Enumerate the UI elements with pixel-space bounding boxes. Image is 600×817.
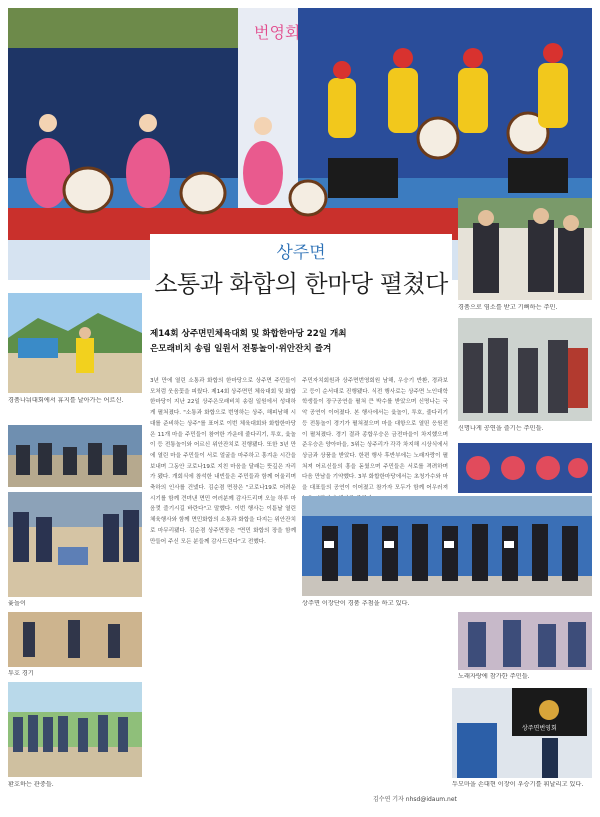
subheading-1: 제14회 상주면민체육대회 및 화합한마당 22일 개최	[150, 329, 347, 339]
caption-stage-people: 상주면 이장단이 경품 추첨을 하고 있다.	[302, 600, 410, 607]
caption-award: 경품으로 염소를 받고 기뻐하는 주민.	[458, 304, 558, 311]
yut-photo	[8, 492, 142, 597]
article-kicker: 상주면	[276, 243, 326, 263]
caption-karaoke: 노래자랑에 참가한 주민들.	[458, 673, 530, 680]
tuho-photo	[8, 612, 142, 667]
flag-dance-photo	[8, 293, 142, 393]
performers-photo	[458, 318, 592, 421]
banner-text: 번영회	[254, 23, 301, 42]
tug-photo	[8, 682, 142, 777]
karaoke-photo	[458, 612, 592, 670]
caption-performers: 신명나게 공연을 즐기는 주민들.	[458, 425, 544, 432]
caption-flag-winner: 두모마을 손대현 이장이 우승기를 휘날리고 있다.	[452, 781, 584, 788]
subheading-2: 은모래비치 송림 일원서 전통놀이·위안잔치 즐겨	[150, 344, 332, 354]
flag-text: 상주면번영회	[522, 725, 557, 732]
article-body-left: 3년 만에 열린 소통과 화합의 한마당으로 상주면 주민들이 모처럼 웃음꽃을 피웠다. 제14회 상주면민 체육대회 및 화합한마당이 지난 22일 상주은모래비치 송림 일원에서 성대하게 펼쳐졌다. "소통과 화합으로 번영하는 상주, 해피남해 시대를 준비하는 상주"를 표어로 이번 체육대회와 화합한마당은 11개 마을 주민들이 참여한 가운데 줄다리기, 투호, 윷놀이 등 전통놀이와 어르신 위안잔치로 진행됐다. 또한 3년 만에 열린 마을 주민들이 서로 얼굴을 마주하고 흥겨운 시간을 보내며 그동안 코로나19로 지친 마음을 달래는 뜻깊은 자리가 됐다. 개회식에 참석한 내빈들은 주민들과 함께 어울리며 축하의 인사를 건넸다. 김순겸 면장은 "코로나19로 어려운 시기를 함께 견뎌낸 면민 여러분께 감사드리며 오늘 하루 마음껏 즐기시길 바란다"고 말했다. 이번 행사는 이튿날 열린 체육행사와 함께 면민화합의 소통과 화합을 다지는 위안잔치로 마무리됐다. 김순겸 상주면장은 "면민 화합의 장을 함께 만들어 주신 모든 분들께 감사드린다"고 전했다.	[150, 378, 296, 545]
caption-yut: 윷놀이	[8, 600, 26, 607]
crowd-photo-1	[8, 425, 142, 487]
stage-performers-photo	[458, 443, 592, 493]
article-body-right: 주민자치회원과 상주면번영회원 남해, 우승기 반환, 경과보고 등이 순서대로 진행됐다. 식전 행사로는 상주면 노인대학 학생들이 장구공연을 펼쳐 큰 박수를 받았으며 신명나는 국악 공연이 이어졌다. 본 행사에서는 윷놀이, 투호, 줄다리기 등 전통놀이 경기가 펼쳐졌으며 마을 대항으로 열띤 응원전이 펼쳐졌다. 경기 결과 종합우승은 금전마을이 차지했으며 준우승은 양아마을, 3위는 상주리가 각각 차지해 시상식에서 상금과 상품을 받았다. 한편 행사 후반부에는 노래자랑이 펼쳐져 어르신들의 흥을 돋웠으며 주민들은 서로를 격려하며 다음 만남을 기약했다. 3부 화합한마당에서는 초청가수와 마을 대표들의 공연이 이어졌고 참가자 모두가 함께 어우러져	[302, 378, 448, 492]
stage-people-photo	[302, 496, 592, 596]
caption-tug: 환호하는 관중들.	[8, 781, 54, 788]
award-photo	[458, 198, 592, 300]
caption-flag-dance: 경품나눠대회에서 휴지를 날아가는 어르신.	[8, 397, 124, 404]
flag-winner-photo	[452, 688, 592, 778]
article-headline: 소통과 화합의 한마당 펼쳤다	[154, 270, 448, 298]
headline-box	[150, 234, 452, 304]
article-byline: 김수연 기자 nhsd@idaum.net	[373, 796, 457, 803]
caption-tuho: 투호 경기	[8, 670, 34, 677]
